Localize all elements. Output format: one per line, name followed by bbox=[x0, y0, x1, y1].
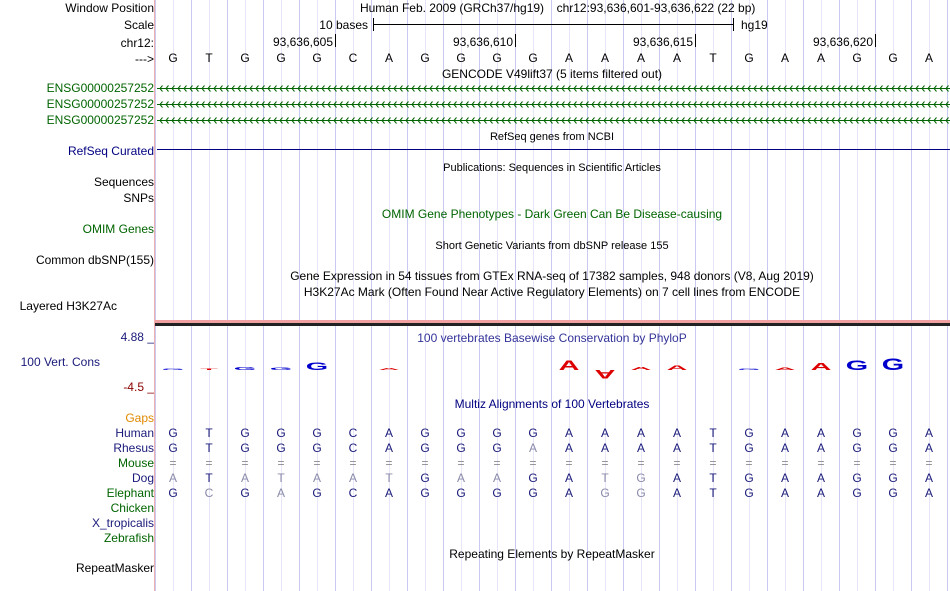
base-letter: G bbox=[456, 51, 466, 65]
aligned-base: = bbox=[925, 456, 933, 470]
aligned-base: G bbox=[636, 486, 646, 500]
aligned-base: G bbox=[312, 486, 322, 500]
aligned-base: G bbox=[456, 426, 466, 440]
logo-letter: G bbox=[269, 366, 293, 371]
aligned-base: A bbox=[384, 426, 394, 440]
aligned-base: = bbox=[421, 456, 429, 470]
aligned-base: G bbox=[456, 486, 466, 500]
base-sequence-row bbox=[168, 51, 933, 65]
aligned-base: T bbox=[205, 441, 213, 455]
aligned-base: T bbox=[385, 471, 393, 485]
chrom-label[interactable]: chr12: bbox=[120, 36, 154, 50]
window-position-label[interactable]: Window Position bbox=[65, 1, 154, 15]
logo-letter: T bbox=[200, 368, 218, 371]
multiz-track-title: Multiz Alignments of 100 Vertebrates bbox=[454, 397, 650, 411]
aligned-base: = bbox=[853, 456, 861, 470]
aligned-base: C bbox=[204, 486, 214, 500]
publications-track-title: Publications: Sequences in Scientific Articles bbox=[443, 162, 661, 174]
aligned-base: A bbox=[672, 486, 682, 500]
alignment-row-elephant[interactable] bbox=[168, 486, 933, 500]
logo-letter: A bbox=[774, 367, 796, 371]
coordinate-label: 93,636,615 bbox=[632, 35, 693, 49]
gtex-track-title: Gene Expression in 54 tissues from GTEx RNA-seq of 17382 samples, 948 donors (V8, Aug 2019) bbox=[290, 269, 814, 283]
aligned-base: A bbox=[600, 441, 610, 455]
aligned-base: A bbox=[528, 441, 538, 455]
species-label-chicken[interactable]: Chicken bbox=[110, 501, 154, 515]
aligned-base: G bbox=[312, 426, 322, 440]
base-letter: A bbox=[600, 51, 610, 65]
aligned-base: C bbox=[348, 441, 358, 455]
base-letter: G bbox=[420, 51, 430, 65]
scale-bar-label: 10 bases bbox=[319, 18, 368, 32]
omim-genes-label[interactable]: OMIM Genes bbox=[82, 222, 154, 236]
aligned-base: G bbox=[420, 471, 430, 485]
aligned-base: G bbox=[852, 471, 862, 485]
alignment-row-human[interactable] bbox=[168, 426, 933, 440]
aligned-base: G bbox=[852, 441, 862, 455]
aligned-base: A bbox=[312, 471, 322, 485]
aligned-base: = bbox=[241, 456, 249, 470]
base-letter: A bbox=[564, 51, 574, 65]
aligned-base: G bbox=[888, 426, 898, 440]
h3k27ac-signal-bar[interactable] bbox=[155, 320, 950, 326]
base-letter: G bbox=[528, 51, 538, 65]
refseq-track-title: RefSeq genes from NCBI bbox=[489, 131, 615, 143]
aligned-base: = bbox=[637, 456, 645, 470]
aligned-base: A bbox=[780, 441, 790, 455]
aligned-base: = bbox=[781, 456, 789, 470]
aligned-base: G bbox=[312, 441, 322, 455]
aligned-base: A bbox=[924, 426, 934, 440]
gencode-track-title: GENCODE V49lift37 (5 items filtered out) bbox=[441, 67, 663, 81]
base-letter: G bbox=[168, 51, 178, 65]
aligned-base: = bbox=[457, 456, 465, 470]
logo-letter: A bbox=[630, 365, 652, 372]
species-label-human[interactable]: Human bbox=[115, 426, 154, 440]
base-letter: A bbox=[384, 51, 394, 65]
aligned-base: G bbox=[240, 486, 250, 500]
phylop-conservation-logo[interactable] bbox=[162, 355, 904, 381]
aligned-base: A bbox=[636, 441, 646, 455]
aligned-base: A bbox=[816, 426, 826, 440]
aligned-base: T bbox=[277, 471, 285, 485]
aligned-base: G bbox=[492, 441, 502, 455]
base-letter: A bbox=[780, 51, 790, 65]
aligned-base: G bbox=[888, 441, 898, 455]
aligned-base: C bbox=[348, 426, 358, 440]
assembly-title: Human Feb. 2009 (GRCh37/hg19) bbox=[359, 1, 545, 15]
aligned-base: G bbox=[744, 441, 754, 455]
scale-bar bbox=[319, 18, 768, 32]
base-letter: A bbox=[924, 51, 934, 65]
aligned-base: A bbox=[564, 441, 574, 455]
snps-label[interactable]: SNPs bbox=[123, 191, 154, 205]
aligned-base: A bbox=[384, 486, 394, 500]
coordinate-label: 93,636,610 bbox=[452, 35, 513, 49]
aligned-base: T bbox=[601, 471, 609, 485]
repeatmasker-label[interactable]: RepeatMasker bbox=[75, 561, 154, 575]
layered-h3k27ac-label[interactable]: Layered H3K27Ac bbox=[19, 299, 117, 313]
aligned-base: T bbox=[709, 441, 717, 455]
aligned-base: A bbox=[672, 441, 682, 455]
logo-letter: G bbox=[305, 359, 329, 373]
logo-letter: G bbox=[737, 368, 761, 371]
omim-track-title: OMIM Gene Phenotypes - Dark Green Can Be Disease-causing bbox=[381, 207, 723, 221]
aligned-base: C bbox=[348, 486, 358, 500]
aligned-base: A bbox=[564, 426, 574, 440]
aligned-base: A bbox=[816, 471, 826, 485]
aligned-base: A bbox=[348, 471, 358, 485]
aligned-base: = bbox=[385, 456, 393, 470]
logo-letter: G bbox=[845, 357, 869, 374]
gencode-gene-features[interactable] bbox=[157, 86, 950, 124]
species-label-mouse[interactable]: Mouse bbox=[117, 456, 154, 470]
gencode-gene-label[interactable]: ENSG00000257252 bbox=[46, 97, 154, 111]
aligned-base: G bbox=[420, 426, 430, 440]
base-letter: A bbox=[816, 51, 826, 65]
species-label-dog[interactable]: Dog bbox=[131, 471, 154, 485]
position-title: chr12:93,636,601-93,636,622 (22 bp) bbox=[556, 1, 756, 15]
multiz-alignment-rows[interactable] bbox=[168, 426, 933, 500]
species-label-xtropicalis[interactable]: X_tropicalis bbox=[91, 516, 154, 530]
aligned-base: = bbox=[601, 456, 609, 470]
dbsnp-label[interactable]: Common dbSNP(155) bbox=[35, 253, 154, 267]
aligned-base: G bbox=[492, 486, 502, 500]
strand-arrow-label[interactable]: ---> bbox=[135, 52, 154, 66]
base-letter: T bbox=[709, 51, 717, 65]
aligned-base: A bbox=[924, 486, 934, 500]
aligned-base: A bbox=[456, 471, 466, 485]
aligned-base: A bbox=[564, 471, 574, 485]
base-letter: T bbox=[205, 51, 213, 65]
aligned-base: G bbox=[240, 426, 250, 440]
sequences-label[interactable]: Sequences bbox=[93, 175, 154, 189]
aligned-base: G bbox=[276, 426, 286, 440]
repeatmasker-track-title: Repeating Elements by RepeatMasker bbox=[449, 547, 655, 561]
aligned-base: A bbox=[492, 471, 502, 485]
h3k27ac-track-title: H3K27Ac Mark (Often Found Near Active Regulatory Elements) on 7 cell lines from ENCODE bbox=[303, 285, 801, 299]
aligned-base: G bbox=[636, 471, 646, 485]
aligned-base: G bbox=[168, 441, 178, 455]
aligned-base: = bbox=[493, 456, 501, 470]
conservation-min-label: -4.5 _ bbox=[123, 380, 154, 394]
aligned-base: = bbox=[745, 456, 753, 470]
base-letter: C bbox=[348, 51, 358, 65]
aligned-base: A bbox=[384, 441, 394, 455]
aligned-base: T bbox=[205, 471, 213, 485]
species-label-elephant[interactable]: Elephant bbox=[106, 486, 154, 500]
species-label-rhesus[interactable]: Rhesus bbox=[113, 441, 154, 455]
aligned-base: G bbox=[600, 486, 610, 500]
coordinate-label: 93,636,605 bbox=[272, 35, 333, 49]
logo-letter: G bbox=[233, 365, 257, 372]
phylop-track-title: 100 vertebrates Basewise Conservation by PhyloP bbox=[417, 331, 687, 345]
aligned-base: G bbox=[528, 471, 538, 485]
aligned-base: = bbox=[889, 456, 897, 470]
logo-letter: A bbox=[558, 357, 580, 374]
logo-letter: G bbox=[881, 355, 905, 374]
aligned-base: A bbox=[816, 441, 826, 455]
aligned-base: T bbox=[709, 426, 717, 440]
aligned-base: G bbox=[240, 441, 250, 455]
aligned-base: A bbox=[780, 471, 790, 485]
aligned-base: G bbox=[456, 441, 466, 455]
dbsnp-track-title: Short Genetic Variants from dbSNP release 155 bbox=[435, 240, 669, 252]
aligned-base: A bbox=[672, 471, 682, 485]
aligned-base: A bbox=[780, 426, 790, 440]
base-letter: G bbox=[492, 51, 502, 65]
scale-label[interactable]: Scale bbox=[123, 18, 154, 32]
aligned-base: G bbox=[744, 471, 754, 485]
refseq-curated-label[interactable]: RefSeq Curated bbox=[67, 144, 154, 158]
logo-letter: A bbox=[594, 367, 616, 381]
base-letter: G bbox=[312, 51, 322, 65]
base-letter: G bbox=[852, 51, 862, 65]
gencode-gene-row[interactable] bbox=[157, 118, 950, 124]
aligned-base: A bbox=[672, 426, 682, 440]
gencode-gene-label[interactable]: ENSG00000257252 bbox=[46, 113, 154, 127]
aligned-base: A bbox=[564, 486, 574, 500]
aligned-base: G bbox=[744, 486, 754, 500]
aligned-base: A bbox=[636, 426, 646, 440]
aligned-base: T bbox=[205, 426, 213, 440]
aligned-base: A bbox=[780, 486, 790, 500]
aligned-base: G bbox=[528, 426, 538, 440]
logo-letter: G bbox=[161, 368, 185, 371]
aligned-base: G bbox=[528, 486, 538, 500]
aligned-base: G bbox=[168, 486, 178, 500]
aligned-base: A bbox=[600, 426, 610, 440]
aligned-base: T bbox=[709, 471, 717, 485]
aligned-base: = bbox=[529, 456, 537, 470]
aligned-base: A bbox=[924, 441, 934, 455]
logo-letter: A bbox=[378, 368, 400, 371]
aligned-base: = bbox=[673, 456, 681, 470]
aligned-base: G bbox=[888, 486, 898, 500]
aligned-base: = bbox=[277, 456, 285, 470]
aligned-base: A bbox=[240, 471, 250, 485]
aligned-base: G bbox=[420, 441, 430, 455]
aligned-base: G bbox=[420, 486, 430, 500]
gaps-label[interactable]: Gaps bbox=[125, 411, 154, 425]
aligned-base: = bbox=[709, 456, 717, 470]
base-letter: G bbox=[744, 51, 754, 65]
gencode-gene-label[interactable]: ENSG00000257252 bbox=[46, 81, 154, 95]
base-letter: G bbox=[240, 51, 250, 65]
species-label-zebrafish[interactable]: Zebrafish bbox=[103, 531, 154, 545]
conservation-max-label: 4.88 _ bbox=[120, 330, 154, 344]
aligned-base: = bbox=[169, 456, 177, 470]
aligned-base: A bbox=[816, 486, 826, 500]
base-letter: G bbox=[888, 51, 898, 65]
base-letter: A bbox=[636, 51, 646, 65]
aligned-base: A bbox=[168, 471, 178, 485]
coordinate-label: 93,636,620 bbox=[812, 35, 873, 49]
gencode-gene-row[interactable] bbox=[157, 102, 950, 108]
aligned-base: G bbox=[852, 486, 862, 500]
base-letter: G bbox=[276, 51, 286, 65]
aligned-base: = bbox=[349, 456, 357, 470]
aligned-base: G bbox=[276, 441, 286, 455]
aligned-base: A bbox=[276, 486, 286, 500]
aligned-base: T bbox=[709, 486, 717, 500]
logo-letter: A bbox=[666, 364, 688, 372]
alignment-row-rhesus[interactable] bbox=[168, 441, 933, 455]
conservation-label[interactable]: 100 Vert. Cons bbox=[20, 355, 100, 369]
aligned-base: G bbox=[168, 426, 178, 440]
gencode-gene-row[interactable] bbox=[157, 86, 950, 92]
scale-db-label: hg19 bbox=[741, 18, 768, 32]
logo-letter: A bbox=[810, 360, 832, 373]
aligned-base: G bbox=[888, 471, 898, 485]
aligned-base: G bbox=[852, 426, 862, 440]
aligned-base: = bbox=[313, 456, 321, 470]
aligned-base: = bbox=[817, 456, 825, 470]
aligned-base: = bbox=[205, 456, 213, 470]
aligned-base: A bbox=[924, 471, 934, 485]
base-letter: A bbox=[672, 51, 682, 65]
aligned-base: G bbox=[744, 426, 754, 440]
aligned-base: = bbox=[565, 456, 573, 470]
aligned-base: G bbox=[492, 426, 502, 440]
